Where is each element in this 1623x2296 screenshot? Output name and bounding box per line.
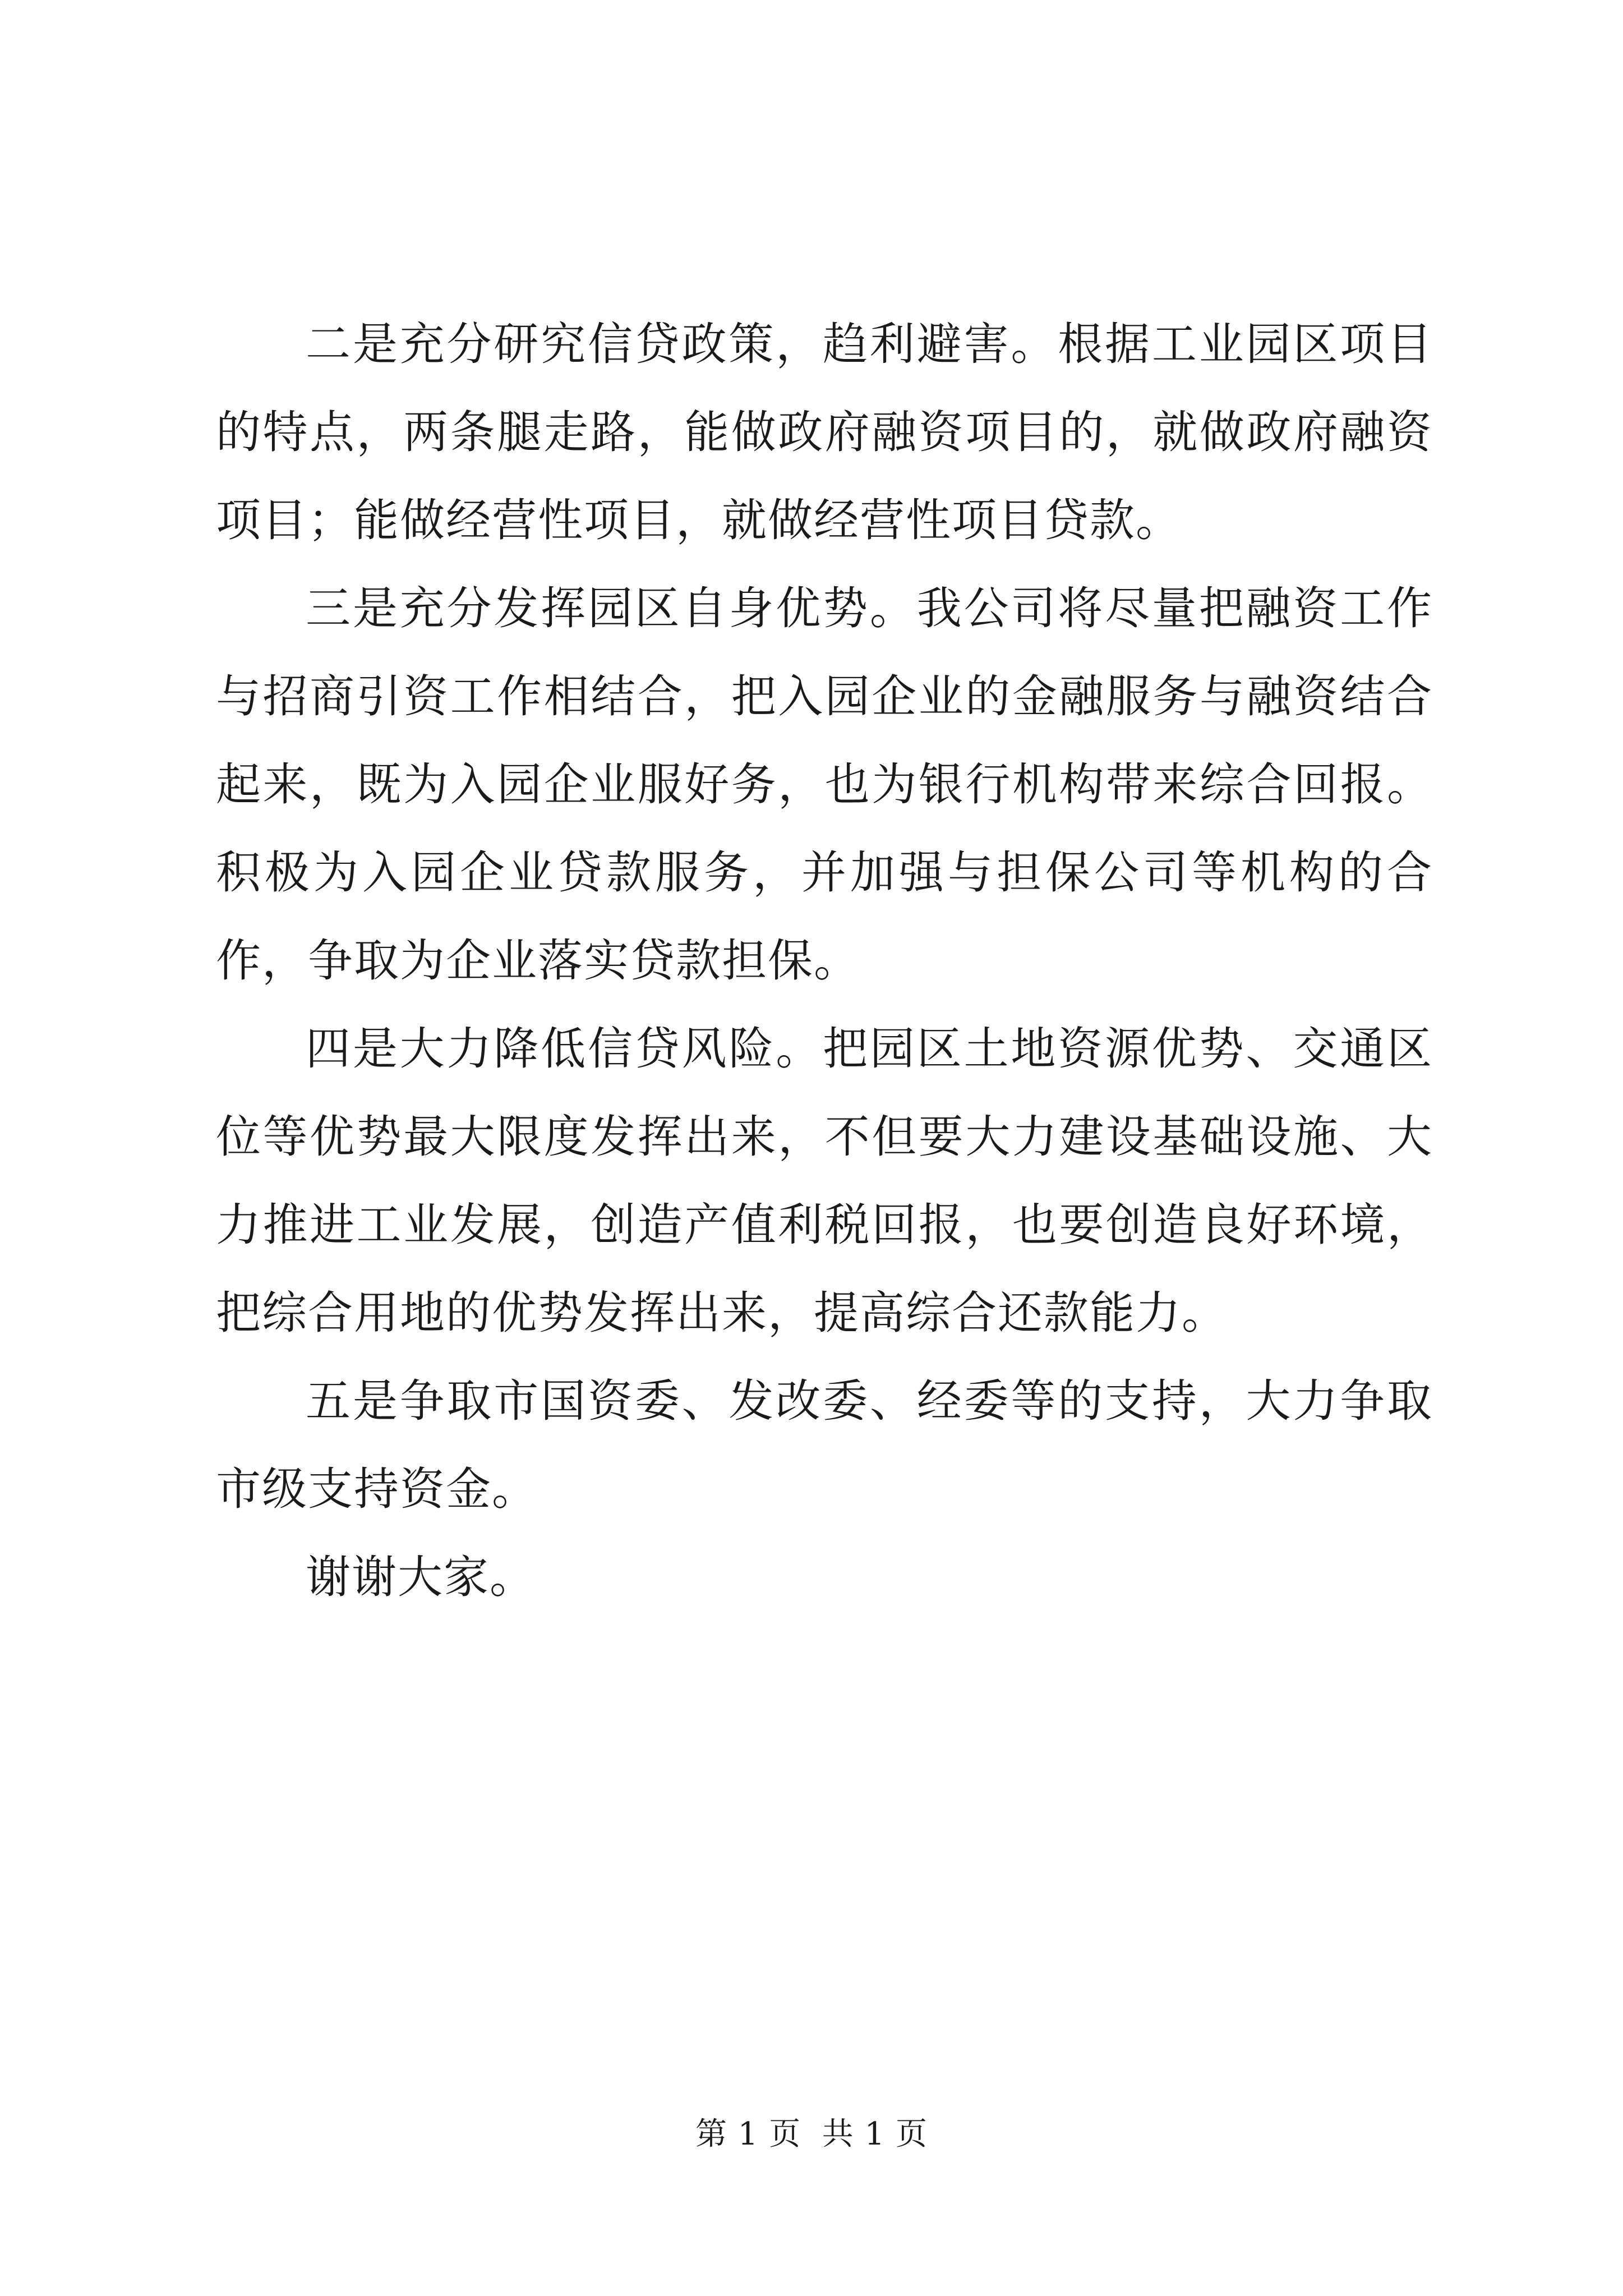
paragraph-2: 二是充分研究信贷政策，趋利避害。根据工业园区项目的特点，两条腿走路，能做政府融资项目的，就做政府融资项目；能做经营性项目，就做经营性项目贷款。	[216, 318, 1433, 546]
paragraph-3: 三是充分发挥园区自身优势。我公司将尽量把融资工作与招商引资工作相结合，把入园企业的金融服务与融资结合起来，既为入园企业服好务，也为银行机构带来综合回报。积极为入园企业贷款服务，并加强与担保公司等机构的合作，争取为企业落实贷款担保。	[216, 582, 1433, 987]
paragraph-4: 四是大力降低信贷风险。把园区土地资源优势、交通区位等优势最大限度发挥出来，不但要大力建设基础设施、大力推进工业发展，创造产值利税回报，也要创造良好环境，把综合用地的优势发挥出来，提高综合还款能力。	[216, 1023, 1433, 1339]
page-number-label: 第 1 页 共 1 页	[695, 2116, 928, 2152]
document-body	[216, 300, 1433, 1621]
paragraph-5: 五是争取市国资委、发改委、经委等的支持，大力争取市级支持资金。	[216, 1375, 1433, 1515]
closing-paragraph: 谢谢大家。	[306, 1551, 536, 1603]
page-footer	[0, 2115, 1623, 2154]
